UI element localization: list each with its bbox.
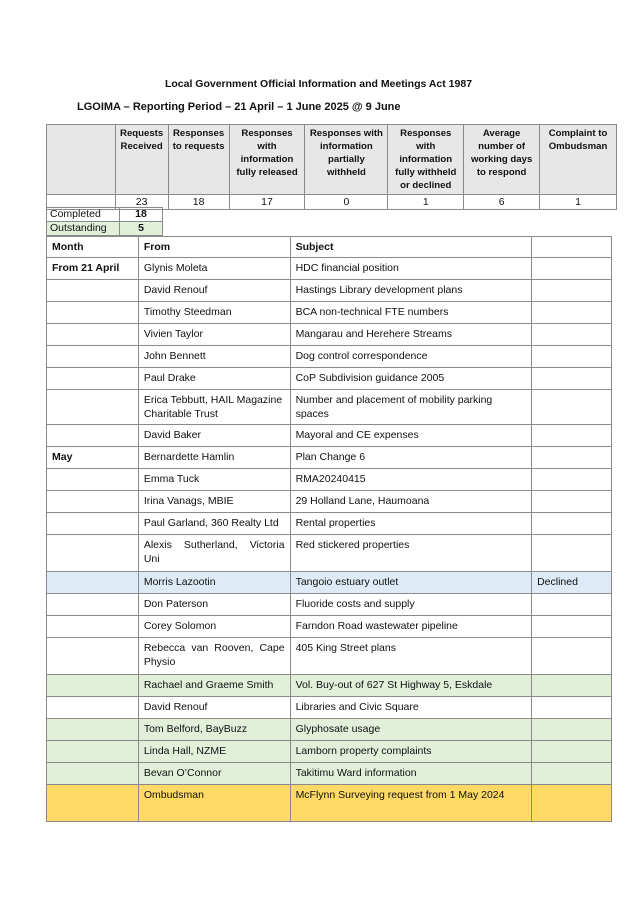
header-subject: Subject [290, 237, 532, 258]
requests-table [46, 236, 612, 822]
table-row [47, 469, 612, 491]
summary-completed-row [47, 208, 163, 222]
row-month [47, 741, 139, 763]
row-subject: Takitimu Ward information [290, 763, 532, 785]
table-row [47, 491, 612, 513]
row-from: Paul Drake [138, 368, 290, 390]
row-subject: Fluoride costs and supply [290, 594, 532, 616]
row-subject: Glyphosate usage [290, 719, 532, 741]
row-subject: Rental properties [290, 513, 532, 535]
stats-header-requests-received: Requests Received [115, 125, 168, 195]
row-status [532, 535, 612, 572]
row-from: Alexis Sutherland, Victoria Uni [138, 535, 290, 572]
row-status [532, 638, 612, 675]
document-title: Local Government Official Information and Meetings Act 1987 [164, 78, 473, 90]
row-month [47, 469, 139, 491]
stats-value-responses: 18 [168, 195, 229, 210]
row-subject: Red stickered properties [290, 535, 532, 572]
row-status [532, 425, 612, 447]
row-status [532, 616, 612, 638]
row-from: Corey Solomon [138, 616, 290, 638]
row-status [532, 697, 612, 719]
table-row [47, 368, 612, 390]
row-month [47, 785, 139, 822]
row-from: Vivien Taylor [138, 324, 290, 346]
row-status: Declined [532, 572, 612, 594]
row-subject: Lamborn property complaints [290, 741, 532, 763]
row-subject: 405 King Street plans [290, 638, 532, 675]
table-row [47, 697, 612, 719]
summary-outstanding-row [47, 222, 163, 236]
table-row [47, 638, 612, 675]
completed-value: 18 [120, 208, 163, 222]
summary-table [46, 207, 163, 236]
row-month: From 21 April [47, 258, 139, 280]
row-subject: RMA20240415 [290, 469, 532, 491]
row-status [532, 258, 612, 280]
row-month [47, 572, 139, 594]
table-row [47, 513, 612, 535]
header-month: Month [47, 237, 139, 258]
stats-header-avg-days: Average number of working days to respond [464, 125, 540, 195]
row-status [532, 390, 612, 425]
row-month [47, 638, 139, 675]
table-row [47, 425, 612, 447]
row-subject: Mayoral and CE expenses [290, 425, 532, 447]
row-status [532, 346, 612, 368]
table-row [47, 346, 612, 368]
row-from: David Renouf [138, 280, 290, 302]
row-month [47, 491, 139, 513]
row-month [47, 368, 139, 390]
row-month [47, 594, 139, 616]
row-status [532, 763, 612, 785]
table-row [47, 302, 612, 324]
row-subject: McFlynn Surveying request from 1 May 2024 [290, 785, 532, 822]
row-subject: HDC financial position [290, 258, 532, 280]
stats-header-partially-withheld: Responses with information partially withheld [305, 125, 388, 195]
row-subject: Tangoio estuary outlet [290, 572, 532, 594]
row-status [532, 324, 612, 346]
row-from: Rachael and Graeme Smith [138, 675, 290, 697]
row-status [532, 491, 612, 513]
row-month: May [47, 447, 139, 469]
table-row [47, 447, 612, 469]
row-status [532, 302, 612, 324]
row-subject: Mangarau and Herehere Streams [290, 324, 532, 346]
row-subject: Number and placement of mobility parking spaces [290, 390, 532, 425]
stats-header-responses: Responses to requests [168, 125, 229, 195]
table-row [47, 280, 612, 302]
table-row [47, 616, 612, 638]
row-subject: CoP Subdivision guidance 2005 [290, 368, 532, 390]
row-subject: Dog control correspondence [290, 346, 532, 368]
outstanding-label: Outstanding [47, 222, 120, 236]
table-row [47, 258, 612, 280]
stats-value-partially-withheld: 0 [305, 195, 388, 210]
row-status [532, 741, 612, 763]
row-month [47, 697, 139, 719]
table-row [47, 390, 612, 425]
row-from: John Bennett [138, 346, 290, 368]
header-from: From [138, 237, 290, 258]
row-month [47, 675, 139, 697]
row-status [532, 447, 612, 469]
row-subject: Plan Change 6 [290, 447, 532, 469]
table-row-outstanding [47, 741, 612, 763]
row-from: Emma Tuck [138, 469, 290, 491]
stats-value-fully-withheld: 1 [388, 195, 464, 210]
stats-value-ombudsman: 1 [540, 195, 617, 210]
row-from: Bevan O’Connor [138, 763, 290, 785]
row-from: Don Paterson [138, 594, 290, 616]
row-from: Paul Garland, 360 Realty Ltd [138, 513, 290, 535]
row-month [47, 324, 139, 346]
row-from: Glynis Moleta [138, 258, 290, 280]
row-month [47, 280, 139, 302]
row-month [47, 390, 139, 425]
stats-value-requests-received: 23 [115, 195, 168, 210]
row-from: Ombudsman [138, 785, 290, 822]
outstanding-value: 5 [120, 222, 163, 236]
row-from: Linda Hall, NZME [138, 741, 290, 763]
table-row [47, 535, 612, 572]
completed-label: Completed [47, 208, 120, 222]
row-subject: Hastings Library development plans [290, 280, 532, 302]
stats-header-fully-released: Responses with information fully released [229, 125, 305, 195]
row-from: Bernardette Hamlin [138, 447, 290, 469]
row-status [532, 280, 612, 302]
table-row-outstanding [47, 675, 612, 697]
table-row-outstanding [47, 763, 612, 785]
row-status [532, 513, 612, 535]
row-from: David Baker [138, 425, 290, 447]
row-from: Erica Tebbutt, HAIL Magazine Charitable Trust [138, 390, 290, 425]
row-month [47, 535, 139, 572]
row-subject: Libraries and Civic Square [290, 697, 532, 719]
stats-header-row [47, 125, 617, 195]
row-from: Rebecca van Rooven, Cape Physio [138, 638, 290, 675]
row-from: Morris Lazootin [138, 572, 290, 594]
row-status [532, 594, 612, 616]
requests-header-row [47, 237, 612, 258]
stats-header-fully-withheld: Responses with information fully withheld or declined [388, 125, 464, 195]
table-row [47, 594, 612, 616]
row-from: Timothy Steedman [138, 302, 290, 324]
stats-value-avg-days: 6 [464, 195, 540, 210]
row-subject: Farndon Road wastewater pipeline [290, 616, 532, 638]
row-status [532, 785, 612, 822]
row-from: Tom Belford, BayBuzz [138, 719, 290, 741]
row-month [47, 719, 139, 741]
row-status [532, 719, 612, 741]
row-status [532, 368, 612, 390]
row-month [47, 425, 139, 447]
row-month [47, 302, 139, 324]
row-from: Irina Vanags, MBIE [138, 491, 290, 513]
table-row-declined [47, 572, 612, 594]
row-month [47, 513, 139, 535]
reporting-period-subtitle: LGOIMA – Reporting Period – 21 April – 1 June 2025 @ 9 June [77, 101, 401, 113]
row-subject: Vol. Buy-out of 627 St Highway 5, Eskdale [290, 675, 532, 697]
row-subject: 29 Holland Lane, Haumoana [290, 491, 532, 513]
stats-header-blank [47, 125, 116, 195]
table-row-outstanding [47, 719, 612, 741]
table-row [47, 324, 612, 346]
stats-header-ombudsman: Complaint to Ombudsman [540, 125, 617, 195]
row-status [532, 469, 612, 491]
stats-value-fully-released: 17 [229, 195, 305, 210]
row-month [47, 763, 139, 785]
lgoima-stats-table [46, 124, 617, 210]
table-row-ombudsman [47, 785, 612, 822]
row-from: David Renouf [138, 697, 290, 719]
header-status [532, 237, 612, 258]
row-status [532, 675, 612, 697]
row-subject: BCA non-technical FTE numbers [290, 302, 532, 324]
row-month [47, 616, 139, 638]
row-month [47, 346, 139, 368]
